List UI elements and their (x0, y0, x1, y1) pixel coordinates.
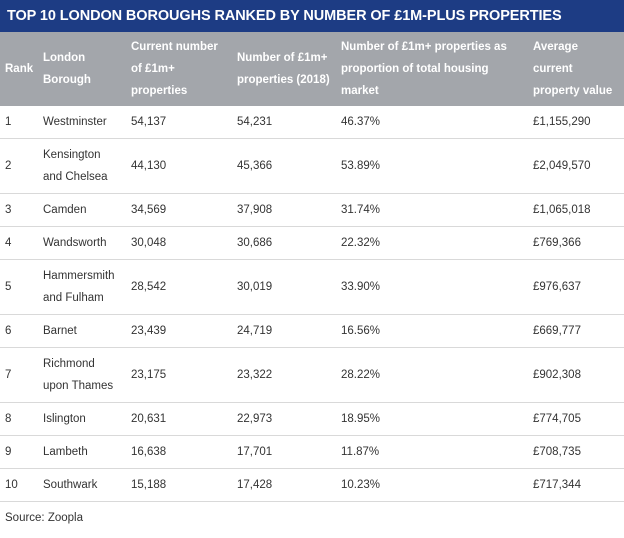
header-borough: London Borough (38, 32, 126, 106)
table-row (0, 469, 624, 502)
cell-average: £669,777 (528, 315, 624, 348)
cell-current: 28,542 (126, 260, 232, 315)
cell-proportion: 46.37% (336, 106, 528, 139)
cell-rank: 7 (0, 348, 38, 403)
cell-borough: Camden (38, 194, 126, 227)
cell-current: 20,631 (126, 403, 232, 436)
cell-average: £1,155,290 (528, 106, 624, 139)
cell-2018: 17,428 (232, 469, 336, 502)
cell-2018: 22,973 (232, 403, 336, 436)
table-row (0, 436, 624, 469)
cell-average: £902,308 (528, 348, 624, 403)
cell-average: £2,049,570 (528, 139, 624, 194)
header-2018: Number of £1m+ properties (2018) (232, 32, 336, 106)
cell-proportion: 31.74% (336, 194, 528, 227)
cell-borough: Lambeth (38, 436, 126, 469)
cell-rank: 2 (0, 139, 38, 194)
cell-average: £1,065,018 (528, 194, 624, 227)
cell-current: 44,130 (126, 139, 232, 194)
cell-2018: 54,231 (232, 106, 336, 139)
cell-rank: 3 (0, 194, 38, 227)
cell-proportion: 10.23% (336, 469, 528, 502)
table-header-row (0, 32, 624, 106)
cell-proportion: 16.56% (336, 315, 528, 348)
cell-2018: 30,019 (232, 260, 336, 315)
cell-borough: Hammersmith and Fulham (38, 260, 126, 315)
boroughs-table (0, 32, 624, 502)
cell-rank: 9 (0, 436, 38, 469)
cell-proportion: 53.89% (336, 139, 528, 194)
cell-average: £769,366 (528, 227, 624, 260)
table-row (0, 315, 624, 348)
cell-average: £708,735 (528, 436, 624, 469)
cell-rank: 8 (0, 403, 38, 436)
cell-borough: Islington (38, 403, 126, 436)
cell-2018: 23,322 (232, 348, 336, 403)
cell-proportion: 22.32% (336, 227, 528, 260)
table-row (0, 227, 624, 260)
header-average: Average current property value (528, 32, 624, 106)
cell-2018: 24,719 (232, 315, 336, 348)
cell-proportion: 11.87% (336, 436, 528, 469)
cell-proportion: 28.22% (336, 348, 528, 403)
cell-rank: 4 (0, 227, 38, 260)
cell-current: 34,569 (126, 194, 232, 227)
cell-borough: Westminster (38, 106, 126, 139)
cell-2018: 30,686 (232, 227, 336, 260)
cell-2018: 17,701 (232, 436, 336, 469)
cell-borough: Wandsworth (38, 227, 126, 260)
cell-borough: Southwark (38, 469, 126, 502)
cell-proportion: 18.95% (336, 403, 528, 436)
header-rank: Rank (0, 32, 38, 106)
cell-current: 16,638 (126, 436, 232, 469)
header-proportion: Number of £1m+ properties as proportion of total housing market (336, 32, 528, 106)
table-row (0, 403, 624, 436)
cell-rank: 1 (0, 106, 38, 139)
cell-borough: Richmond upon Thames (38, 348, 126, 403)
table-row (0, 106, 624, 139)
cell-2018: 37,908 (232, 194, 336, 227)
cell-average: £976,637 (528, 260, 624, 315)
cell-current: 30,048 (126, 227, 232, 260)
table-row (0, 194, 624, 227)
cell-average: £774,705 (528, 403, 624, 436)
cell-borough: Barnet (38, 315, 126, 348)
table-row (0, 139, 624, 194)
cell-borough: Kensington and Chelsea (38, 139, 126, 194)
cell-current: 54,137 (126, 106, 232, 139)
cell-2018: 45,366 (232, 139, 336, 194)
cell-current: 23,175 (126, 348, 232, 403)
cell-rank: 5 (0, 260, 38, 315)
table-row (0, 260, 624, 315)
cell-rank: 10 (0, 469, 38, 502)
cell-rank: 6 (0, 315, 38, 348)
cell-current: 15,188 (126, 469, 232, 502)
source-note: Source: Zoopla (5, 512, 83, 524)
header-current: Current number of £1m+ properties (126, 32, 232, 106)
cell-average: £717,344 (528, 469, 624, 502)
table-row (0, 348, 624, 403)
cell-current: 23,439 (126, 315, 232, 348)
page-title: TOP 10 LONDON BOROUGHS RANKED BY NUMBER OF £1M-PLUS PROPERTIES (0, 0, 624, 32)
cell-proportion: 33.90% (336, 260, 528, 315)
